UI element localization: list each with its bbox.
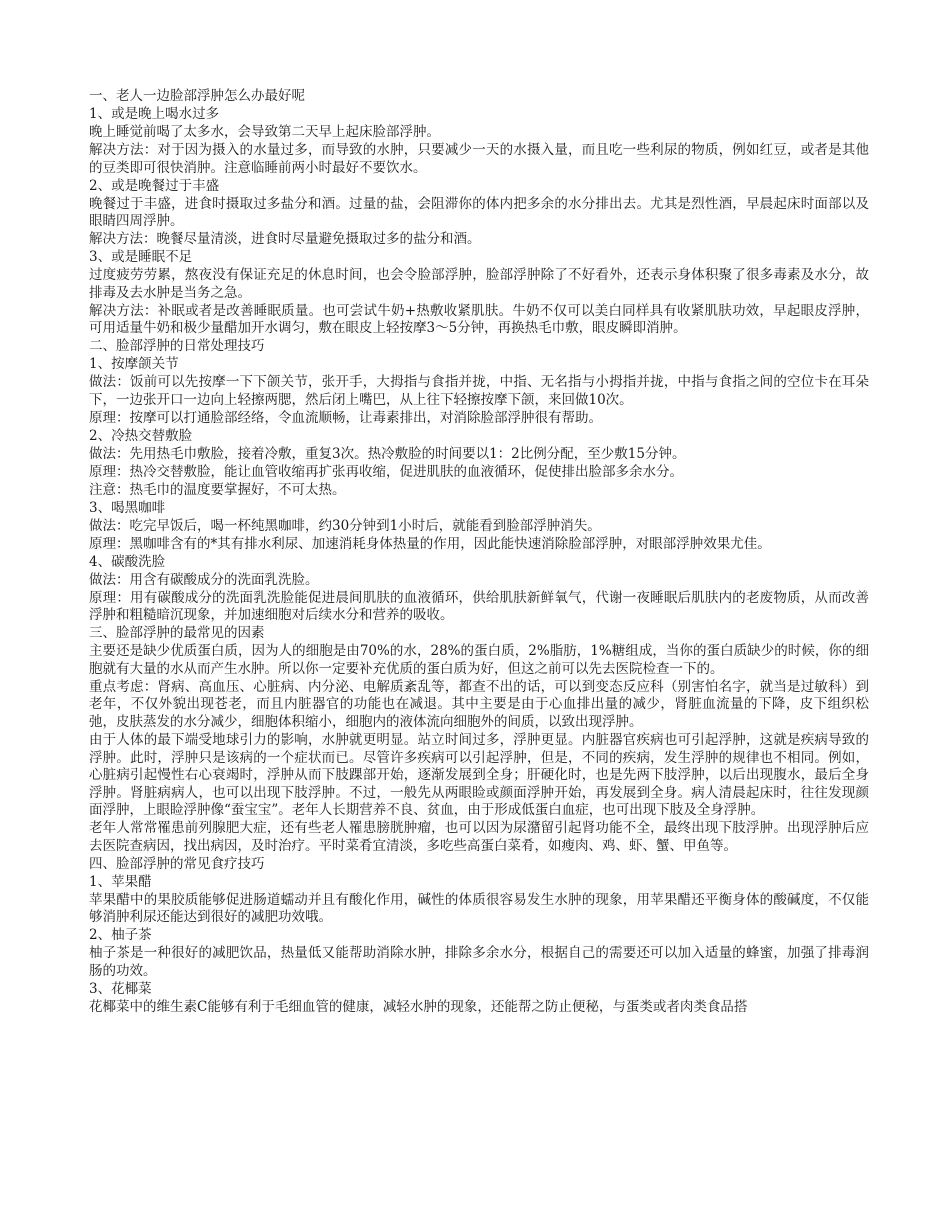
paragraph: 晚餐过于丰盛，进食时摄取过多盐分和酒。过量的盐，会阻滞你的体内把多余的水分排出去。尤其是烈性酒，早晨起床时面部以及眼睛四周浮肿。	[89, 195, 869, 230]
paragraph: 3、或是睡眠不足	[89, 249, 193, 266]
paragraph: 三、脸部浮肿的最常见的因素	[89, 625, 265, 642]
paragraph: 解决方法：晚餐尽量清淡，进食时尽量避免摄取过多的盐分和酒。	[89, 231, 481, 248]
paragraph: 重点考虑：肾病、高血压、心脏病、内分泌、电解质紊乱等，都查不出的话，可以到变态反应科（别害怕名字，就当是过敏科）到老年，不仅外貌出现苍老，而且内脏器官的功能也在减退。其中主要是由于心血排出量的减少，肾脏血流量的下降，皮下组织松弛，皮肤蒸发的水分减少，细胞体积缩小，细胞内的液体流向细胞外的间质，以致出现浮肿。	[89, 678, 869, 730]
paragraph: 原理：热冷交替敷脸，能让血管收缩再扩张再收缩，促进肌肤的血液循环，促使排出脸部多余水分。	[89, 463, 683, 480]
paragraph: 晚上睡觉前喝了太多水，会导致第二天早上起床脸部浮肿。	[89, 123, 440, 140]
paragraph: 主要还是缺少优质蛋白质，因为人的细胞是由70%的水，28%的蛋白质，2%脂肪，1%糖组成，当你的蛋白质缺少的时候，你的细胞就有大量的水从而产生水肿。所以你一定要补充优质的蛋白质为好，但这之前可以先去医院检查一下的。	[89, 643, 869, 677]
paragraph: 做法：先用热毛巾敷脸，接着冷敷，重复3次。热冷敷脸的时间要以1：2比例分配，至少敷15分钟。	[89, 445, 686, 462]
paragraph: 原理：按摩可以打通脸部经络，令血流顺畅，让毒素排出，对消除脸部浮肿很有帮助。	[89, 409, 602, 426]
paragraph: 一、老人一边脸部浮肿怎么办最好呢	[89, 88, 305, 104]
paragraph: 过度疲劳劳累，熬夜没有保证充足的休息时间，也会令脸部浮肿，脸部浮肿除了不好看外，还表示身体积聚了很多毒素及水分，故排毒及去水肿是当务之急。	[89, 267, 869, 301]
paragraph: 1、或是晚上喝水过多	[89, 105, 220, 122]
paragraph: 做法：饭前可以先按摩一下下颌关节，张开手，大拇指与食指并拢，中指、无名指与小拇指并拢，中指与食指之间的空位卡在耳朵下，一边张开口一边向上轻擦两腮，然后闭上嘴巴，从上往下轻擦按摩下颌，来回做10次。	[89, 374, 869, 408]
paragraph: 花椰菜中的维生素C能够有利于毛细血管的健康，减轻水肿的现象，还能帮之防止便秘，与蛋类或者肉类食品搭	[89, 998, 748, 1015]
paragraph: 2、柚子茶	[89, 927, 152, 944]
paragraph: 2、冷热交替敷脸	[89, 427, 193, 444]
paragraph: 解决方法：对于因为摄入的水量过多，而导致的水肿，只要减少一天的水摄入量，而且吃一些利尿的物质，例如红豆，或者是其他的豆类即可很快消肿。注意临睡前两小时最好不要饮水。	[89, 141, 869, 176]
paragraph: 四、脸部浮肿的常见食疗技巧	[89, 855, 265, 872]
paragraph: 由于人体的最下端受地球引力的影响，水肿就更明显。站立时间过多，浮肿更显。内脏器官疾病也可引起浮肿，这就是疾病导致的浮肿。此时，浮肿只是该病的一个症状而已。尽管许多疾病可以引起浮肿，但是，不同的疾病，发生浮肿的规律也不相同。例如，心脏病引起慢性右心衰竭时，浮肿从而下肢踝部开始，逐渐发展到全身；肝硬化时，也是先两下肢浮肿，以后出现腹水，最后全身浮肿。肾脏病病人，也可以出现下肢浮肿。不过，一般先从两眼睑或颜面浮肿开始，再发展到全身。病人清晨起床时，往往发现颜面浮肿，上眼睑浮肿像“蚕宝宝”。老年人长期营养不良、贫血，由于形成低蛋白血症，也可出现下肢及全身浮肿。	[89, 731, 869, 819]
paragraph: 4、碳酸洗脸	[89, 553, 166, 570]
paragraph: 注意：热毛巾的温度要掌握好，不可太热。	[89, 481, 346, 498]
paragraph: 1、苹果醋	[89, 873, 152, 890]
paragraph: 柚子茶是一种很好的减肥饮品，热量低又能帮助消除水肿，排除多余水分，根据自己的需要还可以加入适量的蜂蜜，加强了排毒润肠的功效。	[89, 945, 869, 979]
paragraph: 原理：黑咖啡含有的*其有排水利尿、加速消耗身体热量的作用，因此能快速消除脸部浮肿，对眼部浮肿效果尤佳。	[89, 535, 771, 552]
paragraph: 老年人常常罹患前列腺肥大症，还有些老人罹患膀胱肿瘤，也可以因为尿潴留引起肾功能不全，最终出现下肢浮肿。出现浮肿后应去医院查病因，找出病因，及时治疗。平时菜肴宜清淡，多吃些高蛋白菜肴，如瘦肉、鸡、虾、蟹、甲鱼等。	[89, 820, 869, 854]
paragraph: 苹果醋中的果胶质能够促进肠道蠕动并且有酸化作用，碱性的体质很容易发生水肿的现象，用苹果醋还平衡身体的酸碱度，不仅能够消肿利尿还能达到很好的减肥功效哦。	[89, 891, 869, 926]
paragraph: 2、或是晚餐过于丰盛	[89, 177, 220, 194]
paragraph: 解决方法：补眠或者是改善睡眠质量。也可尝试牛奶+热敷收紧肌肤。牛奶不仅可以美白同样具有收紧肌肤功效，早起眼皮浮肿，可用适量牛奶和极少量醋加开水调匀，敷在眼皮上轻按摩3～5分钟，再换热毛巾敷，眼皮瞬即消肿。	[89, 302, 869, 337]
paragraph: 二、脸部浮肿的日常处理技巧	[89, 338, 265, 355]
paragraph: 3、喝黑咖啡	[89, 499, 166, 516]
paragraph: 原理：用有碳酸成分的洗面乳洗脸能促进晨间肌肤的血液循环，供给肌肤新鲜氧气，代谢一夜睡眠后肌肤内的老废物质，从而改善浮肿和粗糙暗沉现象，并加速细胞对后续水分和营养的吸收。	[89, 589, 869, 624]
paragraph: 做法：用含有碳酸成分的洗面乳洗脸。	[89, 571, 319, 588]
document-body	[89, 88, 869, 1017]
paragraph: 3、花椰菜	[89, 980, 152, 997]
paragraph: 1、按摩颌关节	[89, 356, 179, 373]
paragraph: 做法：吃完早饭后，喝一杯纯黑咖啡，约30分钟到1小时后，就能看到脸部浮肿消失。	[89, 517, 601, 534]
